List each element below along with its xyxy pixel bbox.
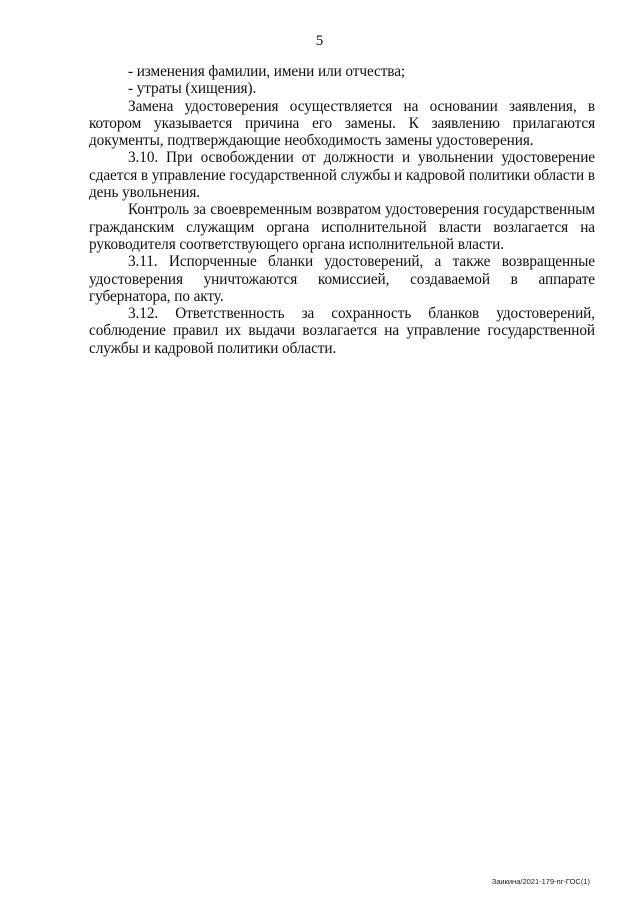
paragraph-return-control: Контроль за своевременным возвратом удостоверения государственным гражданским служащим органа исполнительной власти возлагается на руководителя соответствующего органа исполнительной власти.: [89, 201, 595, 253]
document-body: [89, 63, 595, 357]
list-item-loss-theft: - утраты (хищения).: [128, 80, 257, 98]
paragraph-3-10: 3.10. При освобождении от должности и увольнении удостоверение сдается в управление государственной службы и кадровой политики области в день увольнения.: [89, 149, 595, 202]
paragraph-3-11: 3.11. Испорченные бланки удостоверений, а также возвращенные удостоверения уничтожаются комиссией, создаваемой в аппарате губернатора, по акту.: [89, 253, 595, 305]
document-code: Заикина/2021-179-пг-ГОС(1): [491, 877, 590, 886]
list-item-name-change: - изменения фамилии, имени или отчества;: [128, 63, 406, 80]
paragraph-3-12: 3.12. Ответственность за сохранность бланков удостоверений, соблюдение правил их выдачи возлагается на управление государственной службы и кадровой политики области.: [89, 305, 595, 357]
page-number: 5: [315, 33, 324, 49]
paragraph-replacement-procedure: Замена удостоверения осуществляется на основании заявления, в котором указывается причина его замены. К заявлению прилагаются документы, подтверждающие необходимость замены удостоверения.: [89, 97, 595, 150]
